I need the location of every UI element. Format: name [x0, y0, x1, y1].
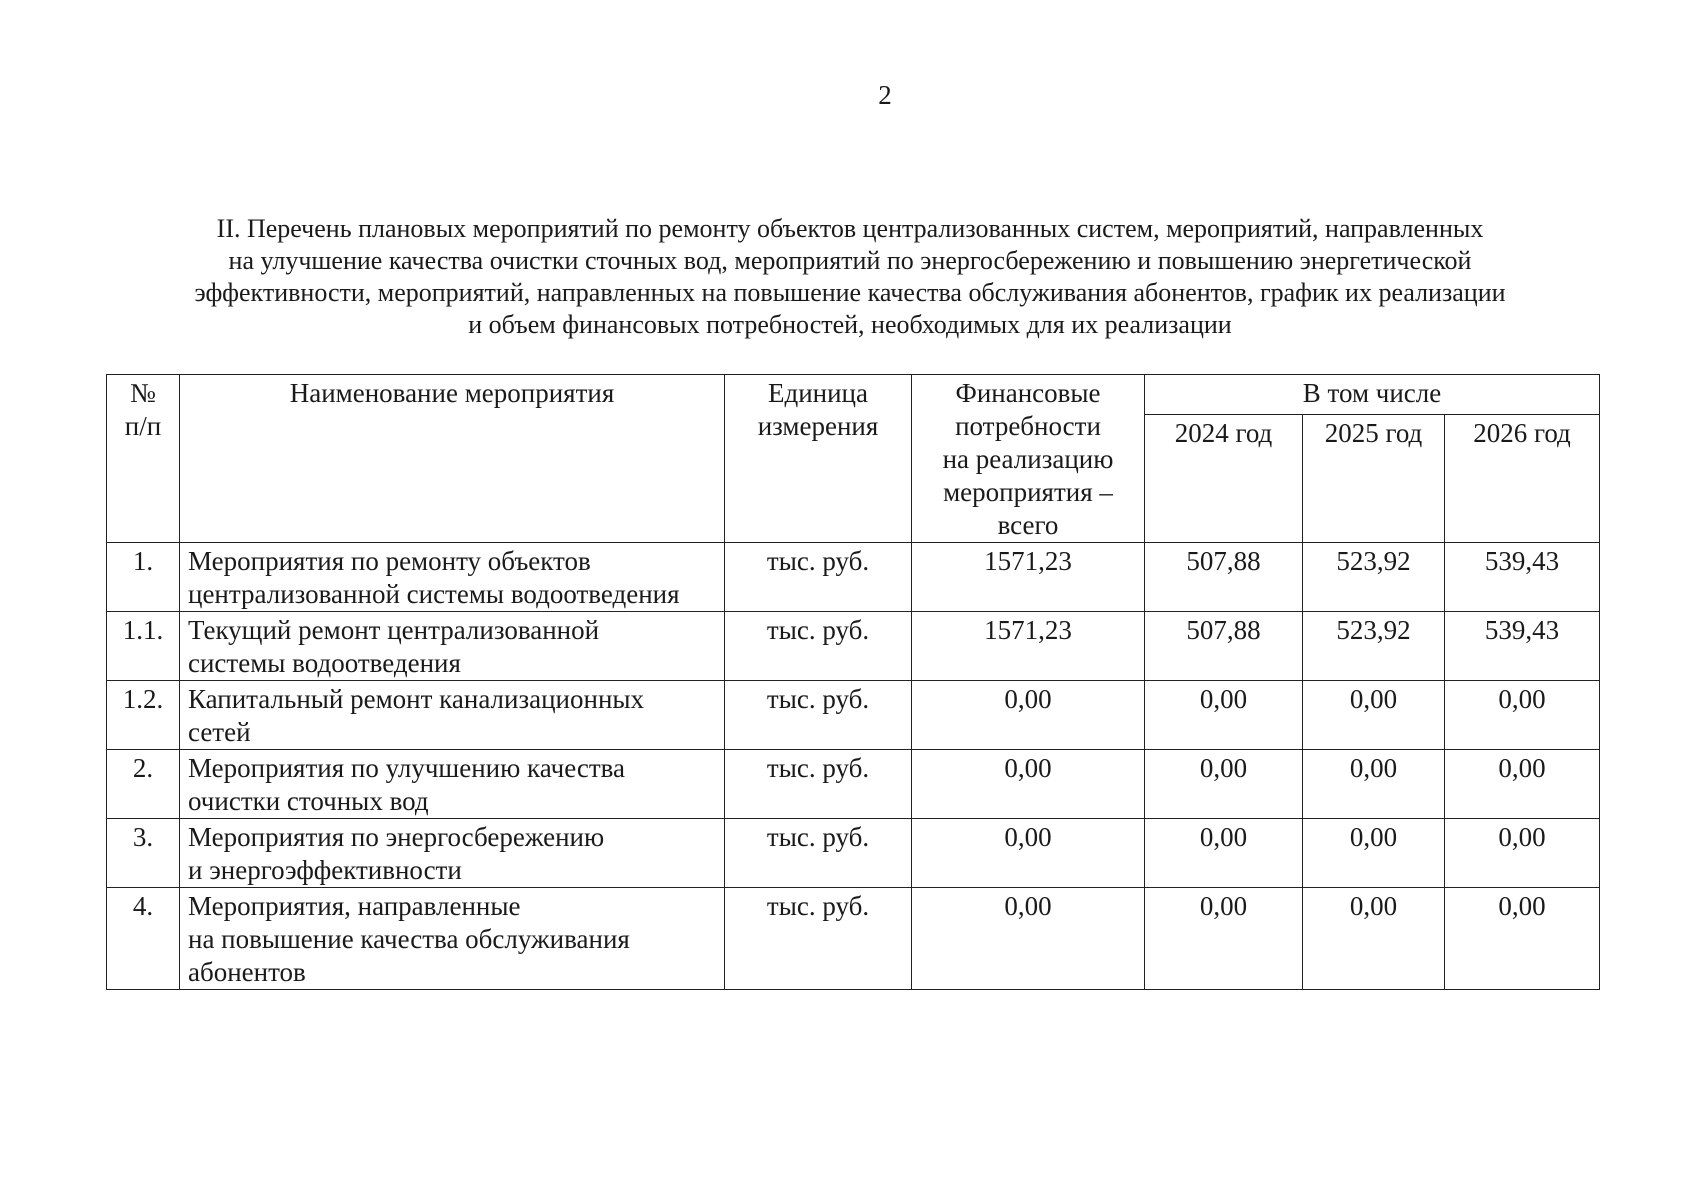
header-finance-line: Финансовые	[955, 378, 1101, 408]
header-num-line: №	[130, 378, 156, 408]
table-row	[107, 681, 1600, 750]
row-name-line: централизованной системы водоотведения	[188, 579, 680, 609]
table-row	[107, 819, 1600, 888]
row-2026: 0,00	[1445, 888, 1600, 990]
header-unit-line: измерения	[757, 411, 879, 441]
row-name	[180, 612, 725, 681]
row-2024: 0,00	[1145, 681, 1303, 750]
row-total: 1571,23	[912, 543, 1145, 612]
row-num: 4.	[107, 888, 180, 990]
row-name-line: Мероприятия по энергосбережению	[188, 822, 605, 852]
row-name-line: Мероприятия по улучшению качества	[188, 753, 626, 783]
header-name: Наименование мероприятия	[180, 375, 725, 543]
header-unit-line: Единица	[767, 378, 868, 408]
header-including: В том числе	[1145, 375, 1600, 415]
header-year-2024: 2024 год	[1145, 415, 1303, 543]
row-total: 0,00	[912, 681, 1145, 750]
row-2024: 507,88	[1145, 612, 1303, 681]
row-2025: 0,00	[1303, 681, 1445, 750]
row-name-line: Мероприятия по ремонту объектов	[188, 546, 591, 576]
row-name	[180, 543, 725, 612]
row-2026: 0,00	[1445, 681, 1600, 750]
row-unit: тыс. руб.	[725, 681, 912, 750]
row-name-line: Капитальный ремонт канализационных	[188, 684, 645, 714]
row-2026: 0,00	[1445, 819, 1600, 888]
row-unit: тыс. руб.	[725, 819, 912, 888]
header-finance-line: всего	[997, 510, 1059, 540]
row-name-line: Текущий ремонт централизованной	[188, 615, 600, 645]
row-name-line: абонентов	[188, 957, 306, 987]
row-name	[180, 888, 725, 990]
header-row-main	[107, 375, 1600, 415]
page-number: 2	[878, 80, 892, 110]
row-2024: 507,88	[1145, 543, 1303, 612]
row-total: 0,00	[912, 750, 1145, 819]
title-line: эффективности, мероприятий, направленных на повышение качества обслуживания абонентов, график их реализации	[194, 278, 1506, 307]
document-title	[120, 213, 1580, 341]
row-unit: тыс. руб.	[725, 543, 912, 612]
header-num-line: п/п	[124, 411, 162, 441]
row-num: 3.	[107, 819, 180, 888]
row-name-line: Мероприятия, направленные	[188, 891, 521, 921]
row-total: 0,00	[912, 888, 1145, 990]
row-num: 2.	[107, 750, 180, 819]
title-line: II. Перечень плановых мероприятий по ремонту объектов централизованных систем, мероприятий, направленных	[216, 214, 1484, 243]
row-name	[180, 681, 725, 750]
header-unit	[725, 375, 912, 543]
table-row	[107, 888, 1600, 990]
header-finance-line: на реализацию	[942, 444, 1114, 474]
row-2024: 0,00	[1145, 750, 1303, 819]
row-name-line: на повышение качества обслуживания	[188, 924, 630, 954]
row-name	[180, 819, 725, 888]
header-finance	[912, 375, 1145, 543]
title-line: на улучшение качества очистки сточных вод, мероприятий по энергосбережению и повышению энергетической	[228, 246, 1472, 275]
row-2024: 0,00	[1145, 819, 1303, 888]
title-line: и объем финансовых потребностей, необходимых для их реализации	[468, 310, 1232, 339]
header-year-2026: 2026 год	[1445, 415, 1600, 543]
row-2025: 0,00	[1303, 888, 1445, 990]
row-num: 1.2.	[107, 681, 180, 750]
row-2024: 0,00	[1145, 888, 1303, 990]
table-row	[107, 543, 1600, 612]
row-name-line: сетей	[188, 717, 251, 747]
row-2025: 0,00	[1303, 819, 1445, 888]
row-2026: 539,43	[1445, 612, 1600, 681]
row-2025: 523,92	[1303, 612, 1445, 681]
header-num	[107, 375, 180, 543]
row-name-line: системы водоотведения	[188, 648, 461, 678]
row-2025: 523,92	[1303, 543, 1445, 612]
row-total: 1571,23	[912, 612, 1145, 681]
row-name	[180, 750, 725, 819]
header-finance-line: мероприятия –	[943, 477, 1113, 507]
table-row	[107, 750, 1600, 819]
row-2025: 0,00	[1303, 750, 1445, 819]
row-num: 1.	[107, 543, 180, 612]
header-finance-line: потребности	[955, 411, 1101, 441]
row-name-line: и энергоэффективности	[188, 855, 462, 885]
row-unit: тыс. руб.	[725, 888, 912, 990]
row-unit: тыс. руб.	[725, 612, 912, 681]
header-year-2025: 2025 год	[1303, 415, 1445, 543]
row-total: 0,00	[912, 819, 1145, 888]
row-name-line: очистки сточных вод	[188, 786, 429, 816]
table-row	[107, 612, 1600, 681]
row-num: 1.1.	[107, 612, 180, 681]
measures-table	[106, 374, 1600, 990]
row-2026: 539,43	[1445, 543, 1600, 612]
row-2026: 0,00	[1445, 750, 1600, 819]
row-unit: тыс. руб.	[725, 750, 912, 819]
